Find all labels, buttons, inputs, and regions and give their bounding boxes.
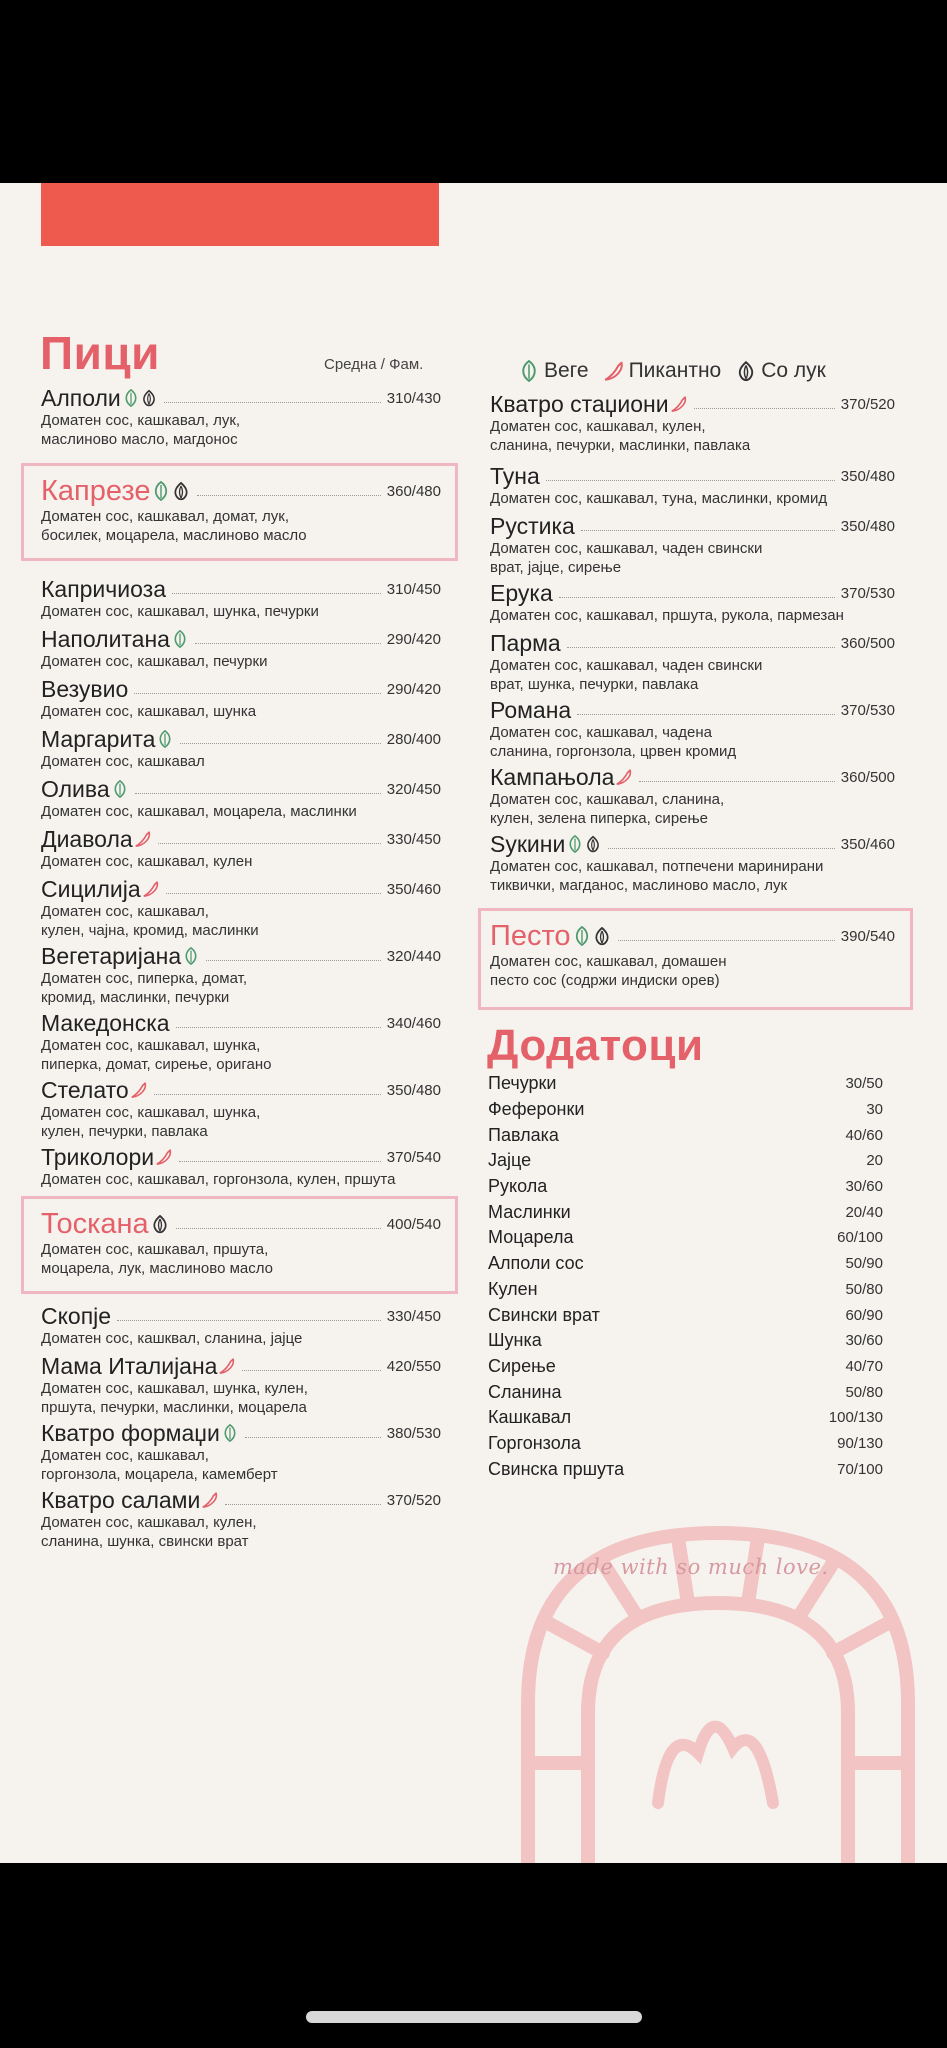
pizza-item-header xyxy=(490,831,895,857)
pizza-price: 350/480 xyxy=(840,517,895,535)
dotted-leader xyxy=(195,643,381,644)
pizza-name: Кампањола xyxy=(490,764,615,790)
pizza-price: 370/520 xyxy=(840,395,895,413)
pizza-price: 330/450 xyxy=(386,830,441,848)
pizza-description: кулен, зелена пиперка, сирење xyxy=(490,810,709,827)
extra-name: Печурки xyxy=(488,1073,557,1094)
pizza-item xyxy=(41,676,441,721)
pizza-icons xyxy=(670,395,688,413)
extra-name: Свински врат xyxy=(488,1304,600,1325)
extra-price: 20 xyxy=(866,1152,883,1170)
leaf-icon xyxy=(156,730,174,748)
pizza-name: Кватро формаџи xyxy=(41,1420,220,1446)
pizza-item xyxy=(490,580,895,625)
pizza-price: 390/540 xyxy=(840,927,895,945)
pizza-description: Доматен сос, кашкавал, моцарела, маслинки xyxy=(41,803,357,820)
pizza-price: 310/430 xyxy=(386,389,441,407)
pizza-item xyxy=(490,764,895,828)
pizza-name: Туна xyxy=(490,463,540,489)
menu-page xyxy=(0,183,947,1863)
pizza-description: сланина, шунка, свински врат xyxy=(41,1533,249,1550)
dotted-leader xyxy=(158,843,381,844)
extra-name: Јајце xyxy=(488,1150,532,1171)
pizza-price: 370/520 xyxy=(386,1491,441,1509)
extra-name: Рукола xyxy=(488,1176,548,1197)
pizza-icons xyxy=(566,835,602,853)
highlight-frame xyxy=(478,908,913,1010)
pizza-description: Доматен сос, кашкавал, горгонзола, кулен, пршута xyxy=(41,1171,396,1188)
pizza-item xyxy=(490,391,895,455)
dotted-leader xyxy=(546,480,835,481)
chili-icon xyxy=(134,830,152,848)
leaf-icon xyxy=(518,360,540,382)
pizza-icons xyxy=(134,830,152,848)
legend-spicy-label: Пикантно xyxy=(628,359,722,382)
pizza-price: 370/530 xyxy=(840,701,895,719)
extra-name: Сирење xyxy=(488,1355,556,1376)
pizza-item-header xyxy=(490,391,895,417)
extra-price: 30/60 xyxy=(845,1178,883,1196)
dotted-leader xyxy=(608,848,834,849)
pizza-price: 360/500 xyxy=(840,634,895,652)
dotted-leader xyxy=(172,593,381,594)
leaf-icon xyxy=(122,389,140,407)
pizza-item-header xyxy=(490,463,895,489)
pizza-description: Доматен сос, кашкавал, пршута, xyxy=(41,1241,269,1258)
chili-icon xyxy=(615,768,633,786)
dotted-leader xyxy=(135,793,381,794)
extra-price: 30/50 xyxy=(845,1075,883,1093)
pizza-name: Sукини xyxy=(490,831,566,857)
chili-icon xyxy=(670,395,688,413)
pizza-description: Доматен сос, кашкавал, шунка, печурки xyxy=(41,603,319,620)
pizza-item-header xyxy=(490,764,895,790)
extra-price: 20/40 xyxy=(845,1203,883,1221)
pizza-name: Кватро салами xyxy=(41,1487,201,1513)
pizza-description: Доматен сос, кашкавал, xyxy=(41,903,209,920)
extra-price: 40/60 xyxy=(845,1126,883,1144)
pizza-description: Доматен сос, кашкавал xyxy=(41,753,205,770)
pizza-name: Македонска xyxy=(41,1010,170,1036)
extra-price: 30 xyxy=(866,1101,883,1119)
extra-price: 90/130 xyxy=(837,1434,883,1452)
pizza-description: моцарела, лук, маслиново масло xyxy=(41,1260,273,1277)
pizza-item xyxy=(41,876,441,940)
pizza-icons xyxy=(156,730,174,748)
pizza-description: сланина, печурки, маслинки, павлака xyxy=(490,437,751,454)
dotted-leader xyxy=(206,960,381,961)
extra-item xyxy=(488,1379,883,1405)
pizza-price: 370/530 xyxy=(840,584,895,602)
pizza-item-header xyxy=(41,826,441,852)
pizza-name: Наполитана xyxy=(41,626,170,652)
onion-icon xyxy=(735,360,757,382)
pizza-item xyxy=(490,697,895,761)
legend-veg-label: Веге xyxy=(544,359,589,382)
dotted-leader xyxy=(581,530,835,531)
pizza-item xyxy=(41,943,441,1007)
pizza-name: Скопје xyxy=(41,1303,112,1329)
legend xyxy=(518,359,840,383)
dotted-leader xyxy=(245,1437,381,1438)
pizza-icons xyxy=(142,880,160,898)
pizza-description: пиперка, домат, сирење, оригано xyxy=(41,1056,272,1073)
pizza-item-header xyxy=(41,576,441,602)
pizza-item xyxy=(41,826,441,871)
leaf-icon xyxy=(566,835,584,853)
pizza-icons xyxy=(155,1148,173,1166)
pizza-price: 350/480 xyxy=(840,467,895,485)
leaf-icon xyxy=(171,630,189,648)
pizza-description: Доматен сос, кашкавал, домашен xyxy=(490,953,727,970)
extra-name: Алполи сос xyxy=(488,1253,584,1274)
pizza-name: Кватро стаџиони xyxy=(490,391,669,417)
pizza-description: Доматен сос, кашкавал, шунка xyxy=(41,703,257,720)
pizza-description: босилек, моцарела, маслиново масло xyxy=(41,527,307,544)
extra-item xyxy=(488,1354,883,1380)
pizza-name: Вегетаријана xyxy=(41,943,182,969)
pizza-description: Доматен сос, кашкавал, шунка, xyxy=(41,1104,261,1121)
pizza-name: Мама Италијана xyxy=(41,1353,218,1379)
pizza-price: 330/450 xyxy=(386,1307,441,1325)
pizza-description: песто сос (содржи индиски орев) xyxy=(490,972,720,989)
pizza-item-header xyxy=(490,697,895,723)
pizza-item-header xyxy=(490,630,895,656)
extra-item xyxy=(488,1277,883,1303)
pizza-item xyxy=(490,463,895,508)
pizza-item-header xyxy=(41,1144,441,1170)
extra-item xyxy=(488,1405,883,1431)
extra-price: 70/100 xyxy=(837,1460,883,1478)
pizza-name: Песто xyxy=(490,920,571,952)
extra-price: 30/60 xyxy=(845,1332,883,1350)
extra-name: Шунка xyxy=(488,1330,542,1351)
pizza-name: Рустика xyxy=(490,513,575,539)
extra-item xyxy=(488,1097,883,1123)
pizza-price: 350/460 xyxy=(840,835,895,853)
pizza-item xyxy=(490,630,895,694)
chili-icon xyxy=(603,360,625,382)
dotted-leader xyxy=(559,597,835,598)
extra-price: 40/70 xyxy=(845,1357,883,1375)
extra-item xyxy=(488,1174,883,1200)
pizza-section-title: Пици xyxy=(40,327,160,379)
pizza-item-header xyxy=(41,385,441,411)
pizza-item-header xyxy=(41,1353,441,1379)
pizza-item xyxy=(41,576,441,621)
pizza-description: Доматен сос, кашкавал, сланина, xyxy=(490,791,725,808)
pizza-name: Капричиоза xyxy=(41,576,166,602)
pizza-item-header xyxy=(41,876,441,902)
pizza-icons xyxy=(221,1424,239,1442)
pizza-item xyxy=(41,1010,441,1074)
pizza-description: кулен, чајна, кромид, маслинки xyxy=(41,922,259,939)
pizza-price: 420/550 xyxy=(386,1357,441,1375)
extra-item xyxy=(488,1225,883,1251)
extra-price: 60/90 xyxy=(845,1306,883,1324)
pizza-item-header xyxy=(41,776,441,802)
chili-icon xyxy=(142,880,160,898)
extra-name: Кулен xyxy=(488,1278,538,1299)
dotted-leader xyxy=(180,743,380,744)
dotted-leader xyxy=(567,647,835,648)
pizza-description: Доматен сос, кашкавал, чаден свински xyxy=(490,657,763,674)
pizza-price: 320/450 xyxy=(386,780,441,798)
pizza-description: Доматен сос, кашкавал, чадена xyxy=(490,724,712,741)
dotted-leader xyxy=(134,693,380,694)
legend-veg xyxy=(518,359,589,383)
highlight-frame xyxy=(21,1196,458,1294)
extra-price: 50/90 xyxy=(845,1255,883,1273)
pizza-description: Доматен сос, кашкавал, шунка, кулен, xyxy=(41,1380,308,1397)
pizza-name: Романа xyxy=(490,697,572,723)
leaf-icon xyxy=(182,947,200,965)
pizza-description: Доматен сос, кашкавал, xyxy=(41,1447,209,1464)
pizza-price: 360/500 xyxy=(840,768,895,786)
pizza-price: 310/450 xyxy=(386,580,441,598)
pizza-icons xyxy=(122,389,158,407)
onion-icon xyxy=(140,389,158,407)
pizza-icons xyxy=(182,947,200,965)
pizza-name: Маргарита xyxy=(41,726,156,752)
pizza-item xyxy=(41,1353,441,1417)
pizza-price: 290/420 xyxy=(386,630,441,648)
dotted-leader xyxy=(166,893,381,894)
pizza-item-header xyxy=(41,1303,441,1329)
legend-onion-label: Со лук xyxy=(761,359,826,382)
pizza-item-header xyxy=(41,626,441,652)
onion-icon xyxy=(584,835,602,853)
extra-item xyxy=(488,1431,883,1457)
pizza-item xyxy=(41,385,441,449)
extra-price: 60/100 xyxy=(837,1229,883,1247)
pizza-price: 360/480 xyxy=(386,482,441,500)
pizza-name: Триколори xyxy=(41,1144,155,1170)
pizza-description: Доматен сос, кашкавал, печурки xyxy=(41,653,268,670)
pizza-description: кулен, печурки, павлака xyxy=(41,1123,208,1140)
extra-name: Кашкавал xyxy=(488,1407,572,1428)
pizza-name: Диавола xyxy=(41,826,133,852)
pizza-name: Везувио xyxy=(41,676,129,702)
extra-price: 50/80 xyxy=(845,1280,883,1298)
pizza-item-header xyxy=(41,1077,441,1103)
extra-name: Маслинки xyxy=(488,1201,571,1222)
header-red-bar xyxy=(41,183,439,246)
pizza-item xyxy=(490,831,895,895)
chili-icon xyxy=(218,1357,236,1375)
pizza-item-header xyxy=(41,1010,441,1036)
extra-price: 100/130 xyxy=(828,1409,883,1427)
highlight-frame xyxy=(21,463,458,561)
pizza-name: Парма xyxy=(490,630,561,656)
dotted-leader xyxy=(176,1027,381,1028)
pizza-description: маслиново масло, магдонос xyxy=(41,431,238,448)
pizza-price: 400/540 xyxy=(386,1215,441,1233)
extra-item xyxy=(488,1148,883,1174)
pizza-item xyxy=(41,1487,441,1551)
pizza-icons xyxy=(615,768,633,786)
dotted-leader xyxy=(179,1161,381,1162)
extra-name: Павлака xyxy=(488,1124,559,1145)
pizza-price: 280/400 xyxy=(386,730,441,748)
pizza-description: врат, шунка, печурки, павлака xyxy=(490,676,699,693)
pizza-description: Доматен сос, кашкавал, кулен, xyxy=(41,1514,257,1531)
pizza-item-header xyxy=(41,726,441,752)
pizza-description: Доматен сос, кашквал, сланина, јајце xyxy=(41,1330,303,1347)
extra-item xyxy=(488,1122,883,1148)
pizza-item xyxy=(41,626,441,671)
pizza-description: Доматен сос, кашкавал, кулен, xyxy=(490,418,706,435)
pizza-item-header xyxy=(41,943,441,969)
pizza-item-header xyxy=(490,580,895,606)
extra-item xyxy=(488,1251,883,1277)
pizza-description: сланина, горгонзола, црвен кромид xyxy=(490,743,737,760)
leaf-icon xyxy=(221,1424,239,1442)
pizza-name: Тоскана xyxy=(41,1208,149,1240)
extra-item xyxy=(488,1328,883,1354)
pizza-description: Доматен сос, кашкавал, пршута, рукола, пармезан xyxy=(490,607,844,624)
leaf-icon xyxy=(111,780,129,798)
dotted-leader xyxy=(242,1370,380,1371)
dotted-leader xyxy=(694,408,835,409)
pizza-price: 290/420 xyxy=(386,680,441,698)
extra-item xyxy=(488,1456,883,1482)
size-note: Средна / Фам. xyxy=(324,356,424,373)
extra-item xyxy=(488,1071,883,1097)
pizza-description: пршута, печурки, маслинки, моцарела xyxy=(41,1399,307,1416)
dotted-leader xyxy=(154,1094,381,1095)
pizza-description: Доматен сос, кашкавал, шунка, xyxy=(41,1037,261,1054)
pizza-name: Стелато xyxy=(41,1077,129,1103)
pizza-description: врат, јајце, сирење xyxy=(490,559,622,576)
pizza-description: Доматен сос, кашкавал, туна, маслинки, кромид xyxy=(490,490,828,507)
pizza-description: Доматен сос, кашкавал, кулен xyxy=(41,853,253,870)
dotted-leader xyxy=(577,714,835,715)
pizza-item xyxy=(41,726,441,771)
pizza-price: 370/540 xyxy=(386,1148,441,1166)
extra-name: Моцарела xyxy=(488,1227,574,1248)
pizza-name: Капрезе xyxy=(41,475,151,507)
pizza-item-header xyxy=(41,1487,441,1513)
chili-icon xyxy=(130,1081,148,1099)
dotted-leader xyxy=(639,781,834,782)
pizza-name: Ерука xyxy=(490,580,553,606)
pizza-name: Алполи xyxy=(41,385,121,411)
chili-icon xyxy=(155,1148,173,1166)
pizza-price: 320/440 xyxy=(386,947,441,965)
extras-section-title: Додатоци xyxy=(487,1021,704,1070)
pizza-price: 350/480 xyxy=(386,1081,441,1099)
pizza-description: горгонзола, моцарела, камемберт xyxy=(41,1466,278,1483)
pizza-description: Доматен сос, пиперка, домат, xyxy=(41,970,248,987)
pizza-icons xyxy=(201,1491,219,1509)
pizza-price: 340/460 xyxy=(386,1014,441,1032)
extra-name: Феферонки xyxy=(488,1099,585,1120)
pizza-name: Олива xyxy=(41,776,110,802)
pizza-icons xyxy=(111,780,129,798)
extra-item xyxy=(488,1199,883,1225)
extra-price: 50/80 xyxy=(845,1383,883,1401)
dotted-leader xyxy=(117,1320,381,1321)
pizza-description: кромид, маслинки, печурки xyxy=(41,989,230,1006)
legend-onion xyxy=(735,359,826,383)
pizza-description: Доматен сос, кашкавал, лук, xyxy=(41,412,241,429)
pizza-item xyxy=(41,1144,441,1189)
pizza-description: Доматен сос, кашкавал, домат, лук, xyxy=(41,508,290,525)
chili-icon xyxy=(201,1491,219,1509)
pizza-item-header xyxy=(41,676,441,702)
extra-item xyxy=(488,1302,883,1328)
pizza-item xyxy=(41,776,441,821)
pizza-item xyxy=(41,1420,441,1484)
pizza-item-header xyxy=(490,513,895,539)
pizza-description: Доматен сос, кашкавал, потпечени маринирани xyxy=(490,858,824,875)
pizza-name: Сицилија xyxy=(41,876,141,902)
extra-name: Сланина xyxy=(488,1381,562,1402)
legend-spicy xyxy=(603,359,722,383)
pizza-icons xyxy=(130,1081,148,1099)
pizza-description: Доматен сос, кашкавал, чаден свински xyxy=(490,540,763,557)
dotted-leader xyxy=(225,1504,380,1505)
extra-name: Свинска пршута xyxy=(488,1458,625,1479)
home-indicator[interactable] xyxy=(306,2011,642,2023)
pizza-price: 350/460 xyxy=(386,880,441,898)
pizza-item xyxy=(41,1303,441,1348)
pizza-description: тиквички, магданос, маслиново масло, лук xyxy=(490,877,788,894)
extras-list xyxy=(488,1071,883,1482)
pizza-item-header xyxy=(41,1420,441,1446)
pizza-item xyxy=(41,1077,441,1141)
pizza-icons xyxy=(218,1357,236,1375)
pizza-icons xyxy=(171,630,189,648)
pizza-price: 380/530 xyxy=(386,1424,441,1442)
pizza-item xyxy=(490,513,895,577)
slogan: made with so much love. xyxy=(553,1555,829,1579)
extra-name: Горгонзола xyxy=(488,1432,581,1453)
dotted-leader xyxy=(164,402,381,403)
